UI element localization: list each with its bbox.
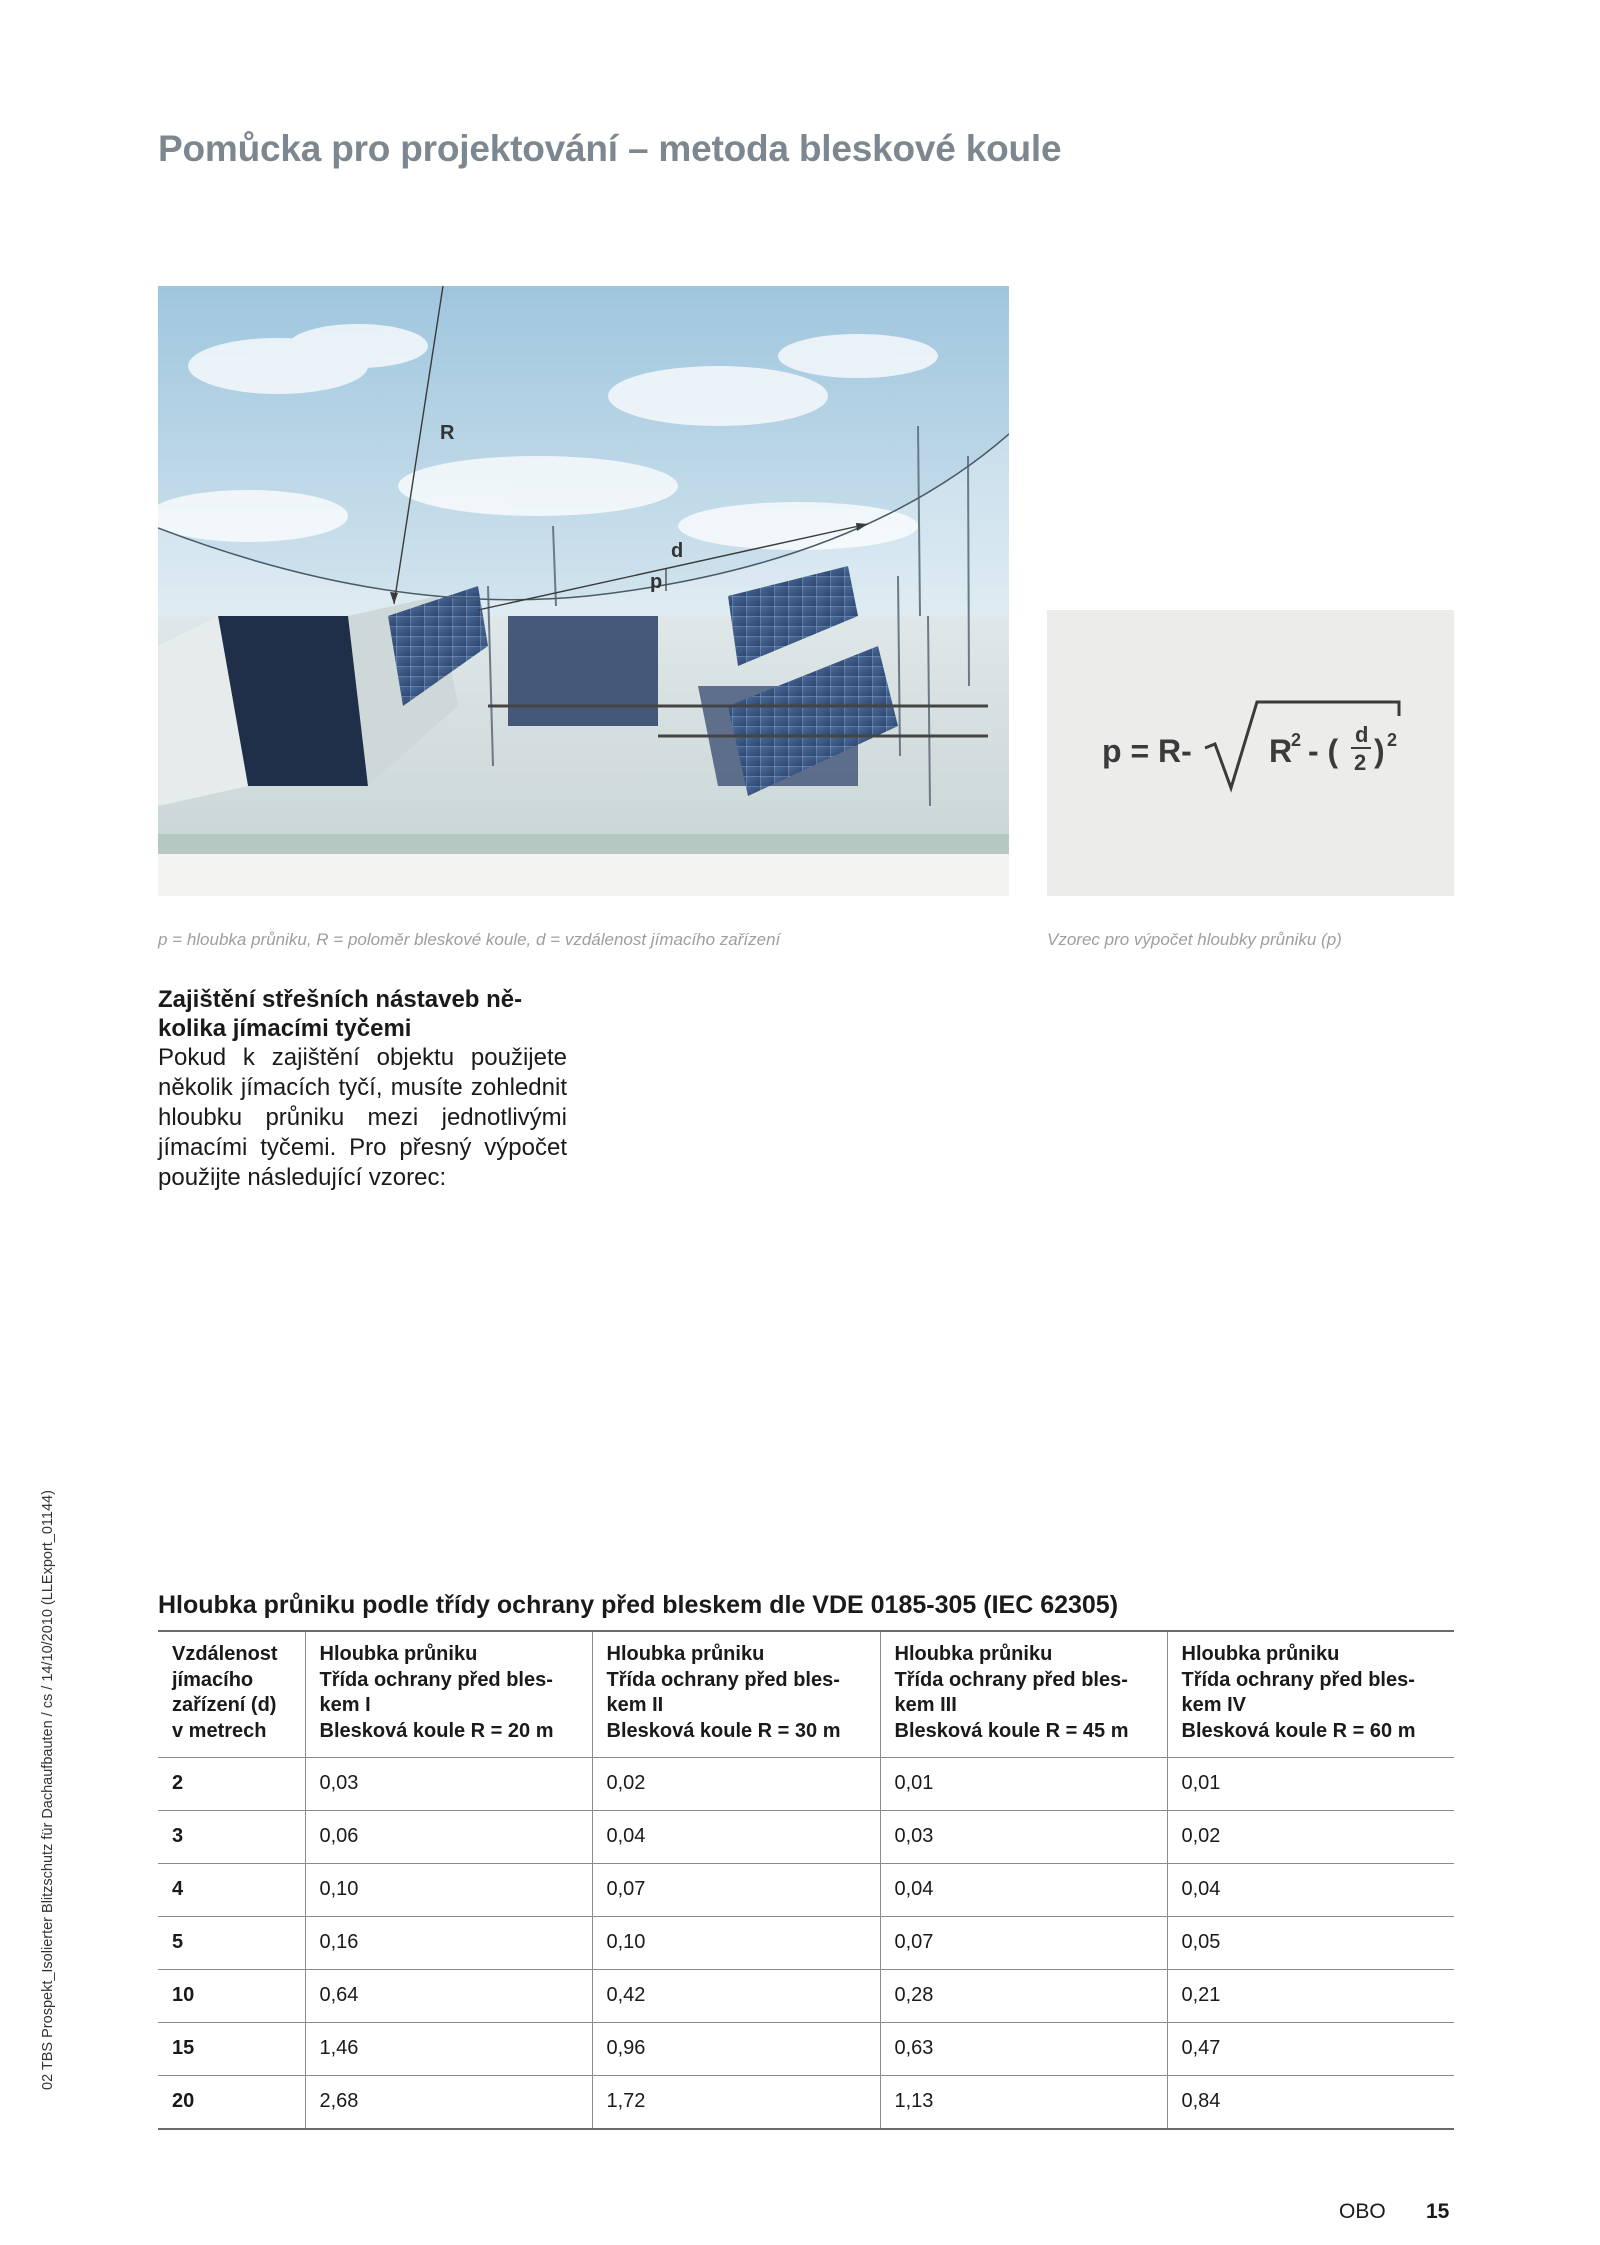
header-class-2: Hloubka průniku Třída ochrany před bles- kem II Blesková koule R = 30 m [592,1631,880,1758]
table-cell: 0,02 [1167,1811,1454,1864]
header-distance: Vzdálenost jímacího zařízení (d) v metrech [172,1643,278,1742]
table-cell: 0,21 [1167,1970,1454,2023]
formula-r: R [1269,733,1293,769]
table-cell: 0,01 [1167,1758,1454,1811]
header-class-3: Hloubka průniku Třída ochrany před bles- kem III Blesková koule R = 45 m [880,1631,1167,1758]
table-cell: 0,84 [1167,2076,1454,2129]
table-cell: 1,13 [880,2076,1167,2129]
table-cell: 0,04 [880,1864,1167,1917]
formula-lhs: p = R- [1102,733,1192,769]
formula-close: ) [1374,733,1385,769]
table-cell: 0,04 [1167,1864,1454,1917]
table-cell: 4 [172,1878,184,1900]
formula-den: 2 [1354,750,1367,775]
table-cell: 2,68 [305,2076,592,2129]
table-row [158,2076,1454,2129]
table-row [158,2023,1454,2076]
header-class-4: Hloubka průniku Třída ochrany před bles- kem IV Blesková koule R = 60 m [1167,1631,1454,1758]
formula-close-exp: 2 [1387,730,1398,750]
table-cell: 0,10 [305,1864,592,1917]
table-cell: 20 [172,2090,195,2112]
section-heading: Zajištění střešních nástaveb několika jímacími tyčemi [158,986,523,1042]
table-cell: 5 [172,1931,184,1953]
penetration-depth-table [158,1630,1454,2130]
page-number: 15 [1426,2200,1450,2223]
section-block [158,985,567,1193]
table-row [158,1970,1454,2023]
side-note: 02 TBS Prospekt_Isolierter Blitzschutz für Dachaufbauten / cs / 14/10/2010 (LLExport_01144) [40,1490,56,2090]
formula-minus-open: - ( [1308,733,1339,769]
table-row [158,1811,1454,1864]
formula-caption: Vzorec pro výpočet hloubky průniku (p) [1047,930,1342,949]
table-row [158,1758,1454,1811]
table-cell: 0,02 [592,1758,880,1811]
roof-illustration [158,286,1009,896]
table-cell: 0,16 [305,1917,592,1970]
table-cell: 0,01 [880,1758,1167,1811]
label-d: d [671,540,684,562]
table-row [158,1917,1454,1970]
table-cell: 0,64 [305,1970,592,2023]
table-cell: 0,07 [592,1864,880,1917]
table-cell: 0,04 [592,1811,880,1864]
label-R: R [440,422,455,444]
table-header-row [158,1631,1454,1758]
section-body: Pokud k zajištění objektu použijete několik jímacích tyčí, musíte zohlednit hloubku průniku mezi jednotlivými jímacími tyčemi. Pro přesný výpočet použijte následující vzorec: [158,1044,567,1191]
table-cell: 1,72 [592,2076,880,2129]
table-cell: 0,10 [592,1917,880,1970]
table-cell: 3 [172,1825,184,1847]
table-cell: 0,96 [592,2023,880,2076]
figure-caption: p = hloubka průniku, R = poloměr bleskové koule, d = vzdálenost jímacího zařízení [158,930,781,949]
table-cell: 0,03 [305,1758,592,1811]
table-cell: 0,07 [880,1917,1167,1970]
table-cell: 1,46 [305,2023,592,2076]
table-title: Hloubka průniku podle třídy ochrany před bleskem dle VDE 0185-305 (IEC 62305) [158,1591,1119,1619]
page-title: Pomůcka pro projektování – metoda bleskové koule [158,128,1062,169]
header-class-1: Hloubka průniku Třída ochrany před bles- kem I Blesková koule R = 20 m [305,1631,592,1758]
table-cell: 0,06 [305,1811,592,1864]
table-cell: 2 [172,1772,184,1794]
table-cell: 15 [172,2037,195,2059]
table-cell: 0,47 [1167,2023,1454,2076]
penetration-depth-formula [1047,610,1454,896]
table-cell: 0,42 [592,1970,880,2023]
table-cell: 0,63 [880,2023,1167,2076]
footer-brand: OBO [1339,2200,1386,2223]
formula-num: d [1355,722,1369,747]
table-row [158,1864,1454,1917]
label-p: p [650,571,663,593]
table-cell: 0,03 [880,1811,1167,1864]
table-cell: 0,28 [880,1970,1167,2023]
table-cell: 0,05 [1167,1917,1454,1970]
formula-box [1047,610,1454,896]
table-cell: 10 [172,1984,195,2006]
formula-r-exp: 2 [1291,730,1302,750]
